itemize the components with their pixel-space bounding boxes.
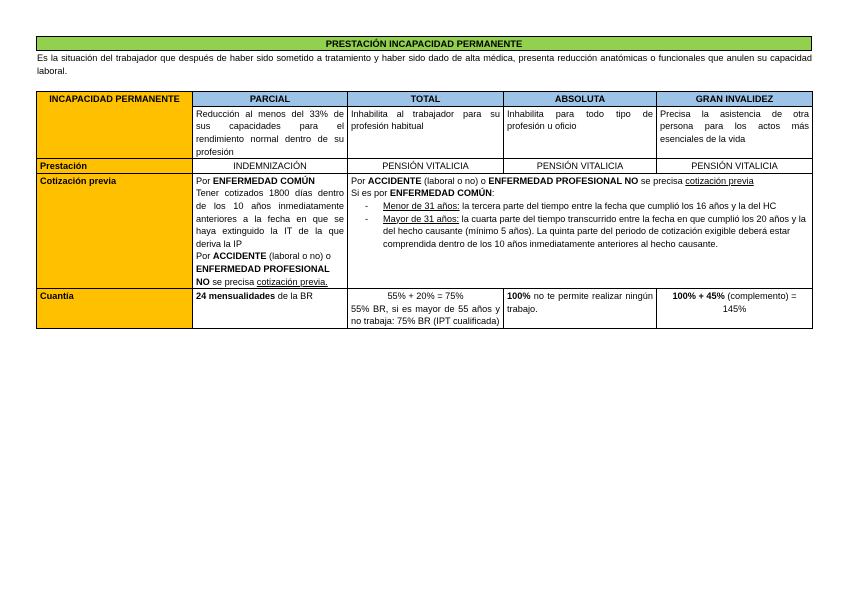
definition-absoluta: Inhabilita para todo tipo de profesión u oficio	[504, 106, 657, 158]
prestacion-row	[37, 159, 813, 174]
text-bold: ACCIDENTE	[212, 251, 267, 262]
intro-paragraph: Es la situación del trabajador que después de haber sido sometido a tratamiento y haber sido dado de alta médica, presenta reducción anatómicas o funcionales que anulen su capacidad laboral.	[37, 53, 812, 76]
text-fragment: Por	[196, 175, 213, 186]
text-fragment: :	[491, 188, 495, 199]
header-row	[37, 92, 813, 107]
text-fragment: de la BR	[275, 291, 313, 302]
text-fragment: Si es por	[351, 188, 390, 199]
cuantia-total	[348, 289, 504, 329]
text-fragment: (laboral o no) o	[421, 175, 489, 186]
row-label-cotizacion: Cotización previa	[37, 173, 193, 288]
text-fragment: se precisa	[638, 175, 686, 186]
definition-gran-invalidez: Precisa la asistencia de otra persona para los actos más esenciales de la vida	[657, 106, 813, 158]
text-fragment: (laboral o no) o	[266, 251, 331, 262]
text-bold: ENFERMEDAD PROFESIONAL NO	[196, 263, 330, 287]
text-underlined: Menor de 31 años:	[383, 200, 460, 211]
bullet-menor-31	[351, 200, 809, 213]
text-fragment: Por	[196, 251, 213, 262]
cotizacion-parcial-requirement: Tener cotizados 1800 días dentro de los 10 años inmediatamente anteriores a la fecha en que se haya extinguido la IT de la que deriva la IP	[196, 188, 344, 249]
text-fragment: se precisa	[209, 276, 257, 287]
row-label-cuantia: Cuantía	[37, 289, 193, 329]
document-page	[36, 36, 812, 329]
bullet-dash: -	[365, 200, 369, 211]
text-bold: ENFERMEDAD COMÚN	[389, 188, 492, 199]
corner-header: INCAPACIDAD PERMANENTE	[37, 92, 193, 159]
prestacion-absoluta: PENSIÓN VITALICIA	[504, 159, 657, 174]
text-fragment: Por	[351, 175, 368, 186]
cotizacion-row	[37, 173, 813, 288]
document-title: PRESTACIÓN INCAPACIDAD PERMANENTE	[36, 36, 812, 51]
incapacity-table	[36, 91, 813, 329]
bullet-text	[383, 213, 809, 251]
text-bold: ENFERMEDAD COMÚN	[212, 175, 315, 186]
cotizacion-otros-line2	[351, 187, 809, 200]
bullet-text	[383, 200, 809, 213]
text-underlined: Mayor de 31 años:	[383, 213, 460, 224]
text-fragment: la cuarta parte del tiempo transcurrido entre la fecha en que cumplió los 20 años y la del hecho causante (mínimo 5 años). La quinta parte del periodo de cotización exigible deberá estar comprendida dentro de los 10 años inmediatamente anteriores al hecho causante.	[383, 213, 806, 249]
text-bold: 24 mensualidades	[196, 291, 276, 302]
cuantia-total-detail: 55% BR, si es mayor de 55 años y no trabaja: 75% BR (IPT cualificada)	[351, 303, 500, 327]
text-fragment: (complemento) = 145%	[722, 291, 797, 314]
text-fragment: la tercera parte del tiempo entre la fecha que cumplió los 16 años y la del HC	[459, 200, 777, 211]
spacer	[36, 77, 812, 91]
text-fragment: no te permite realizar ningún trabajo.	[507, 291, 653, 314]
row-label-prestacion: Prestación	[37, 159, 193, 174]
text-underlined: cotización previa.	[256, 276, 328, 287]
text-underlined: cotización previa	[685, 175, 754, 186]
column-header-absoluta: ABSOLUTA	[504, 92, 657, 107]
cotizacion-otros	[348, 173, 813, 288]
cuantia-total-formula: 55% + 20% = 75%	[387, 291, 464, 302]
bullet-mayor-31	[351, 213, 809, 251]
cotizacion-parcial	[193, 173, 348, 288]
cuantia-parcial	[193, 289, 348, 329]
cuantia-gran-invalidez	[657, 289, 813, 329]
cuantia-absoluta	[504, 289, 657, 329]
cotizacion-otros-line1	[351, 175, 809, 188]
cuantia-row	[37, 289, 813, 329]
prestacion-total: PENSIÓN VITALICIA	[348, 159, 504, 174]
text-bold: ACCIDENTE	[367, 175, 422, 186]
cotizacion-parcial-accidente	[196, 250, 344, 288]
column-header-gran-invalidez: GRAN INVALIDEZ	[657, 92, 813, 107]
definition-total: Inhabilita al trabajador para su profesión habitual	[348, 106, 504, 158]
column-header-total: TOTAL	[348, 92, 504, 107]
definition-parcial: Reducción al menos del 33% de sus capacidades para el rendimiento normal dentro de su profesión	[193, 106, 348, 158]
prestacion-parcial: INDEMNIZACIÓN	[193, 159, 348, 174]
bullet-dash: -	[365, 213, 369, 224]
text-bold: 100%	[507, 291, 531, 302]
prestacion-gran-invalidez: PENSIÓN VITALICIA	[657, 159, 813, 174]
text-bold: 100% + 45%	[672, 291, 725, 302]
text-bold: ENFERMEDAD PROFESIONAL NO	[488, 175, 639, 186]
cotizacion-parcial-line1	[196, 175, 344, 188]
column-header-parcial: PARCIAL	[193, 92, 348, 107]
